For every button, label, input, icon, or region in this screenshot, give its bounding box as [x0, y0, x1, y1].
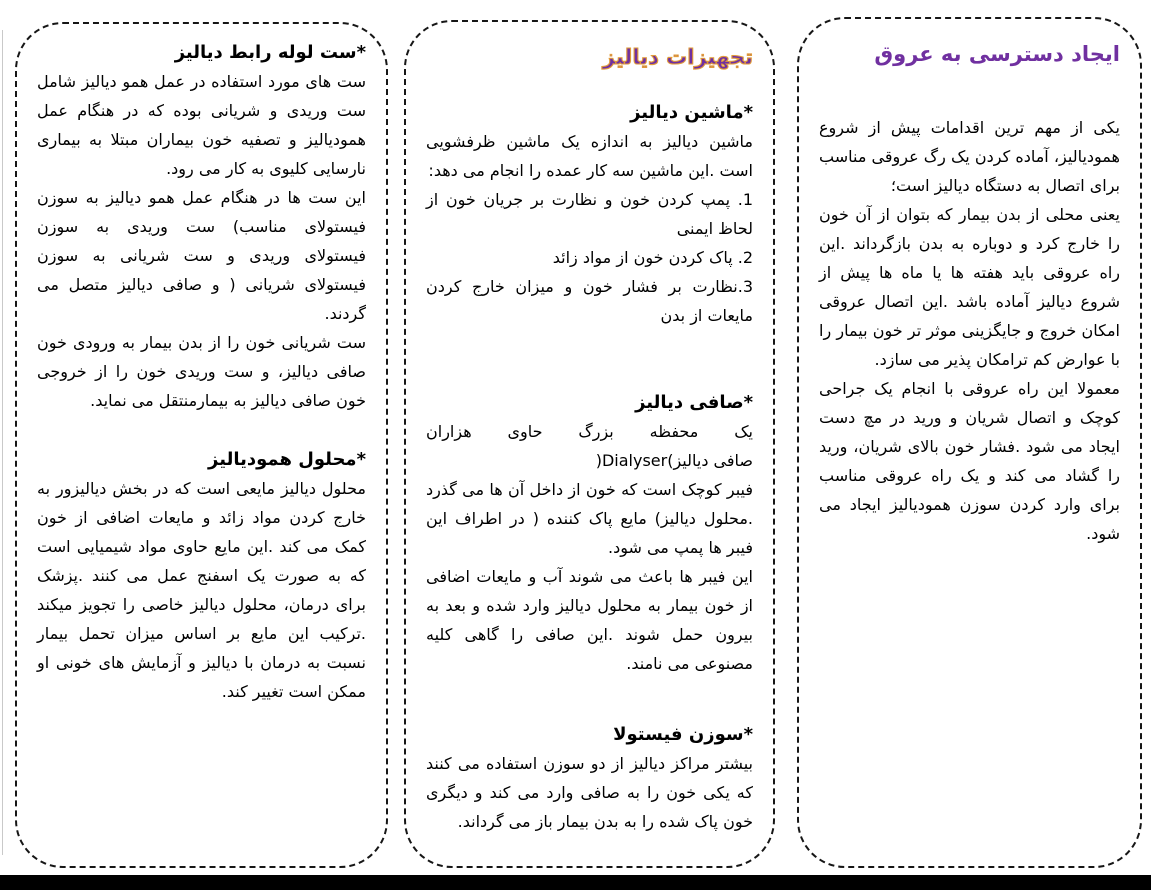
panel-tubing-set — [15, 22, 388, 868]
panel-equipment — [404, 20, 775, 868]
list-item: 1. پمپ کردن خون و نظارت بر جریان خون از لحاظ ایمنی — [426, 190, 753, 238]
column-title: تجهیزات دیالیز — [602, 45, 753, 69]
section-vascular-access — [819, 113, 1120, 548]
section-dialysis-machine — [426, 98, 753, 330]
section-tubing-set — [37, 38, 366, 415]
paragraph: محلول دیالیز مایعی است که در بخش دیالیزور به خارج کردن مواد زائد و مایعات اضافی از خون کمک می کند .این مایع حاوی مواد شیمیایی است که به صورت یک اسفنج عمل می کنند .پزشک برای درمان، محلول دیالیز خاصی را تجویز میکند .ترکیب این مایع بر اساس میزان تحمل بیمار نسبت به درمان با دیالیز و آزمایش های خونی او ممکن است تغییر کند. — [37, 479, 366, 701]
section-heading: *ماشین دیالیز — [630, 102, 753, 123]
paragraph: بیشتر مراکز دیالیز از دو سوزن استفاده می کنند که یکی خون را به صافی وارد می کند و دیگری خون پاک شده را به بدن بیمار باز می گرداند. — [426, 754, 753, 831]
section-dialyser-filter — [426, 388, 753, 678]
section-heading: *ست لوله رابط دیالیز — [174, 42, 366, 63]
section-heading: *صافی دیالیز — [635, 392, 753, 413]
paragraph: این ست ها در هنگام عمل همو دیالیز به سوزن فیستولای مناسب) ست وریدی به سوزن فیستولای وریدی و ست شریانی به سوزن فیستولای شریانی ( و صافی دیالیز متصل می گردند. — [37, 188, 366, 323]
section-heading: *سوزن فیستولا — [613, 724, 753, 745]
paragraph: معمولا این راه عروقی با انجام یک جراحی کوچک و اتصال شریان و ورید در مچ دست ایجاد می شود .فشار خون بالای شریان، ورید را گشاد می کند و یک راه عروقی مناسب برای وارد کردن سوزن همودیالیز ایجاد می شود. — [819, 379, 1120, 543]
bottom-bar — [0, 875, 1151, 890]
paragraph: صافی دیالیز)Dialyser( — [595, 451, 753, 470]
paragraph: این فیبر ها باعث می شوند آب و مایعات اضافی از خون بیمار به محلول دیالیز وارد شده و بعد به بیرون حمل شوند .این صافی را گاهی کلیه مصنوعی می نامند. — [426, 567, 753, 673]
paragraph: ماشین دیالیز به اندازه یک ماشین ظرفشویی است .این ماشین سه کار عمده را انجام می دهد: — [426, 132, 753, 180]
column-title: ایجاد دسترسی به عروق — [874, 42, 1120, 66]
paragraph: یکی از مهم ترین اقدامات پیش از شروع همودیالیز، آماده کردن یک رگ عروقی مناسب برای اتصال به دستگاه دیالیز است؛ — [819, 118, 1120, 195]
section-hemodialysis-solution — [37, 445, 366, 706]
paragraph: یک محفظه بزرگ حاوی هزاران — [426, 422, 753, 441]
paragraph: ست شریانی خون را از بدن بیمار به ورودی خون صافی دیالیز، و ست وریدی خون را از خروجی خون صافی دیالیز به بیمارمنتقل می نماید. — [37, 333, 366, 410]
section-heading: *محلول همودیالیز — [208, 449, 366, 470]
page-edge-line — [2, 30, 3, 855]
list-item: 2. پاک کردن خون از مواد زائد — [552, 248, 753, 267]
paragraph: ست های مورد استفاده در عمل همو دیالیز شامل ست وریدی و شریانی بوده که در هنگام عمل همودیالیز و تصفیه خون بیماران مبتلا به بیماری نارسایی کلیوی به کار می رود. — [37, 72, 366, 178]
section-fistula-needle — [426, 720, 753, 836]
paragraph: فیبر کوچک است که خون از داخل آن ها می گذرد .محلول دیالیز) مایع پاک کننده ( در اطراف این فیبر ها پمپ می شود. — [426, 480, 753, 557]
paragraph: یعنی محلی از بدن بیمار که بتوان از آن خون را خارج کرد و دوباره به بدن بازگرداند .این راه عروقی باید هفته ها یا ماه ها پیش از شروع دیالیز آماده باشد .این اتصال عروقی امکان خروج و جایگزینی موثر تر خون بیمار را با عوارض کم ترامکان پذیر می سازد. — [819, 205, 1120, 369]
list-item: 3.نظارت بر فشار خون و میزان خارج کردن مایعات از بدن — [426, 277, 753, 325]
panel-vascular-access — [797, 17, 1142, 868]
